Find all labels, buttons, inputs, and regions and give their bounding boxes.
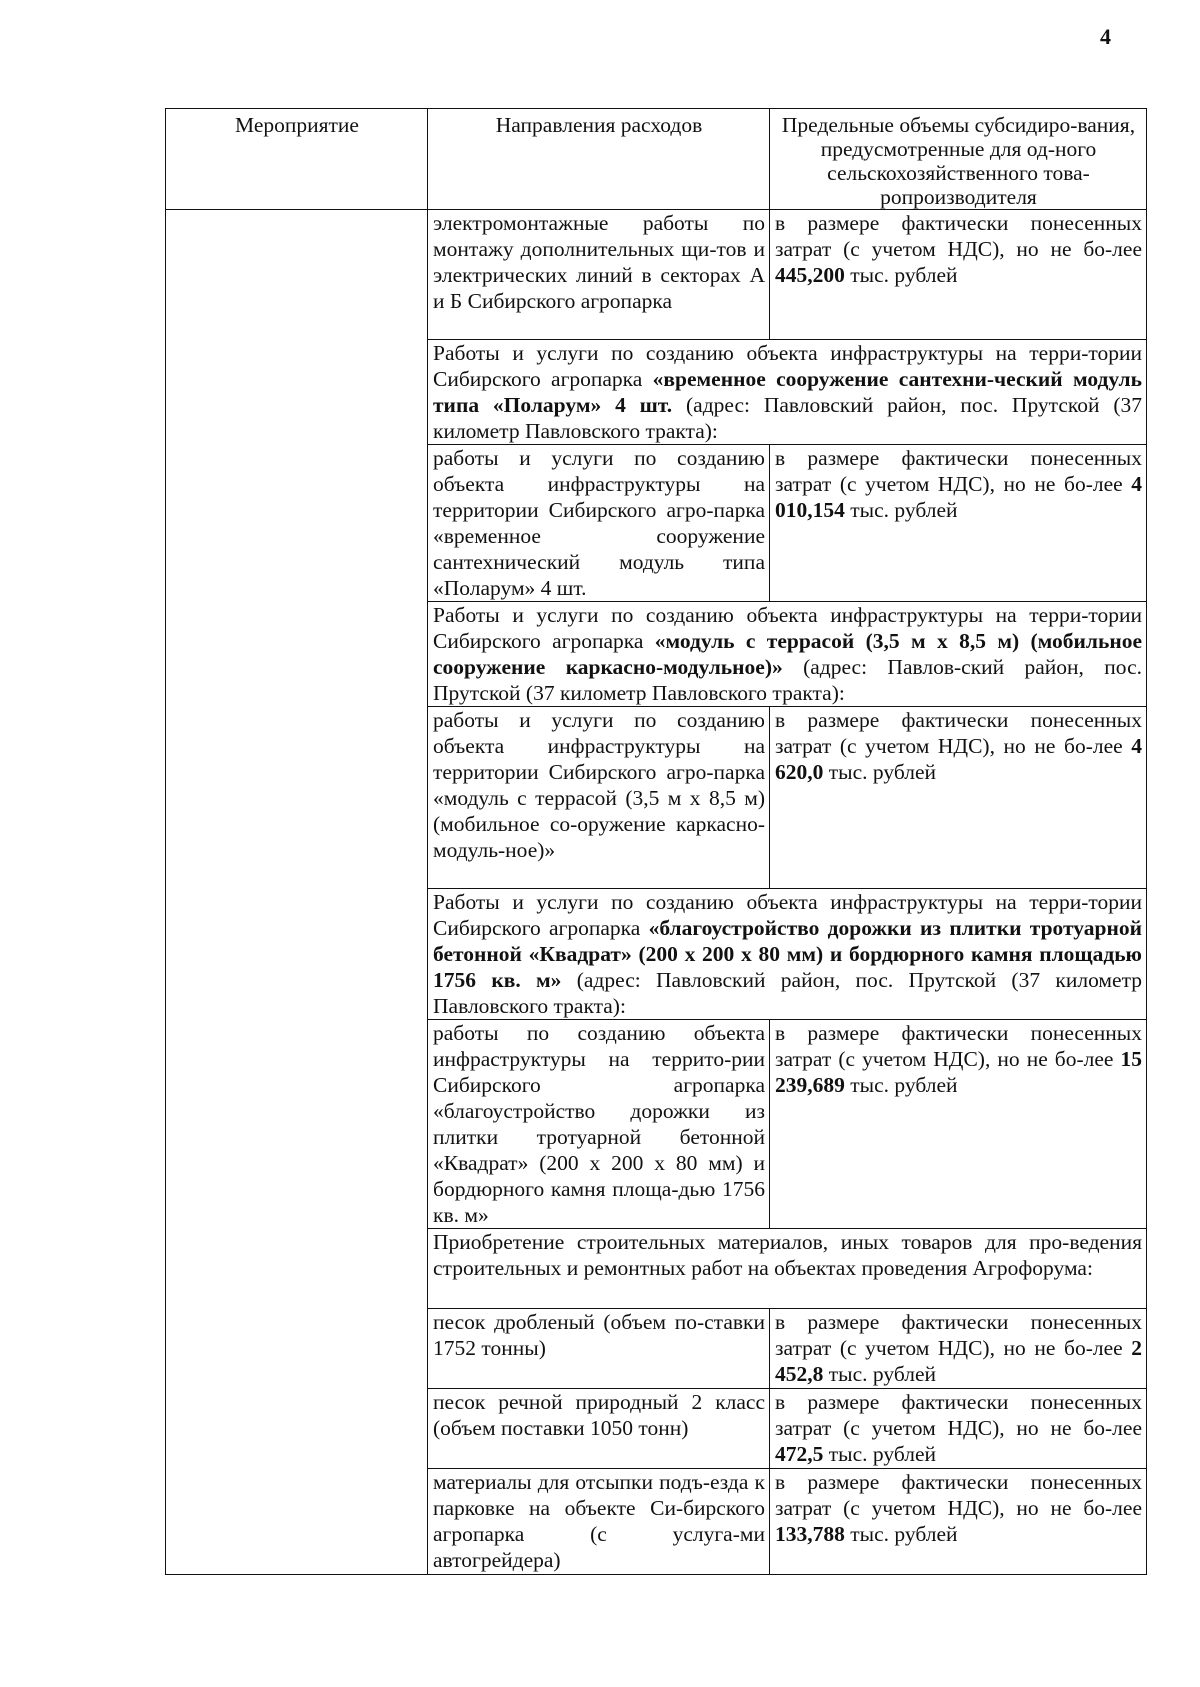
limit-amount: 4 010,154 bbox=[775, 472, 1142, 522]
limit-cell: в размере фактически понесенных затрат (с учетом НДС), но не бо-лее 2 452,8 тыс. рублей bbox=[770, 1309, 1147, 1389]
table-row bbox=[166, 210, 1147, 340]
limit-amount: 133,788 bbox=[775, 1522, 845, 1546]
limit-amount: 445,200 bbox=[775, 263, 845, 287]
direction-cell: материалы для отсыпки подъ-езда к парковке на объекте Си-бирского агропарка (с услуга-ми автогрейдера) bbox=[428, 1469, 770, 1575]
direction-cell: работы и услуги по созданию объекта инфраструктуры на территории Сибирского агро-парка «временное сооружение сантехнический модуль типа «Поларум» 4 шт. bbox=[428, 445, 770, 602]
limit-amount: 15 239,689 bbox=[775, 1047, 1142, 1097]
direction-cell: песок речной природный 2 класс (объем поставки 1050 тонн) bbox=[428, 1389, 770, 1469]
limit-cell: в размере фактически понесенных затрат (с учетом НДС), но не бо-лее 15 239,689 тыс. рублей bbox=[770, 1020, 1147, 1229]
event-cell bbox=[166, 210, 428, 1575]
header-direction: Направления расходов bbox=[428, 109, 770, 210]
table-header-row bbox=[166, 109, 1147, 210]
limit-cell: в размере фактически понесенных затрат (с учетом НДС), но не бо-лее 4 010,154 тыс. рублей bbox=[770, 445, 1147, 602]
limit-cell: в размере фактически понесенных затрат (с учетом НДС), но не бо-лее 4 620,0 тыс. рублей bbox=[770, 707, 1147, 889]
section-cell: Работы и услуги по созданию объекта инфраструктуры на терри-тории Сибирского агропарка «временное сооружение сантехни-ческий модуль типа «Поларум» 4 шт. (адрес: Павловский район, пос. Прутской (37 километр Павловского тракта): bbox=[428, 340, 1147, 445]
limit-cell: в размере фактически понесенных затрат (с учетом НДС), но не бо-лее 445,200 тыс. рублей bbox=[770, 210, 1147, 340]
subsidy-table bbox=[165, 108, 1147, 1575]
page-number: 4 bbox=[1100, 24, 1111, 49]
direction-cell: работы и услуги по созданию объекта инфраструктуры на территории Сибирского агро-парка «модуль с террасой (3,5 м х 8,5 м) (мобильное со-оружение каркасно-модуль-ное)» bbox=[428, 707, 770, 889]
section-cell: Работы и услуги по созданию объекта инфраструктуры на терри-тории Сибирского агропарка «модуль с террасой (3,5 м х 8,5 м) (мобильное сооружение каркасно-модульное)» (адрес: Павлов-ский район, пос. Прутской (37 километр Павловского тракта): bbox=[428, 602, 1147, 707]
direction-cell: песок дробленый (объем по-ставки 1752 тонны) bbox=[428, 1309, 770, 1389]
limit-cell: в размере фактически понесенных затрат (с учетом НДС), но не бо-лее 133,788 тыс. рублей bbox=[770, 1469, 1147, 1575]
direction-cell: работы по созданию объекта инфраструктуры на террито-рии Сибирского агропарка «благоустройство дорожки из плитки тротуарной бетонной «Квадрат» (200 х 200 х 80 мм) и бордюрного камня площа-дью 1756 кв. м» bbox=[428, 1020, 770, 1229]
direction-cell: электромонтажные работы по монтажу дополнительных щи-тов и электрических линий в секторах А и Б Сибирского агропарка bbox=[428, 210, 770, 340]
limit-cell: в размере фактически понесенных затрат (с учетом НДС), но не бо-лее 472,5 тыс. рублей bbox=[770, 1389, 1147, 1469]
limit-amount: 2 452,8 bbox=[775, 1336, 1142, 1386]
header-limit: Предельные объемы субсидиро-вания, предусмотренные для од-ного сельскохозяйственного това-ропроизводителя bbox=[770, 109, 1147, 210]
limit-amount: 472,5 bbox=[775, 1442, 824, 1466]
section-cell: Приобретение строительных материалов, иных товаров для про-ведения строительных и ремонтных работ на объектах проведения Агрофорума: bbox=[428, 1229, 1147, 1309]
header-event: Мероприятие bbox=[166, 109, 428, 210]
section-cell: Работы и услуги по созданию объекта инфраструктуры на терри-тории Сибирского агропарка «благоустройство дорожки из плитки тротуарной бетонной «Квадрат» (200 х 200 х 80 мм) и бордюрного камня площадью 1756 кв. м» (адрес: Павловский район, пос. Прутской (37 километр Павловского тракта): bbox=[428, 889, 1147, 1020]
limit-amount: 4 620,0 bbox=[775, 734, 1142, 784]
